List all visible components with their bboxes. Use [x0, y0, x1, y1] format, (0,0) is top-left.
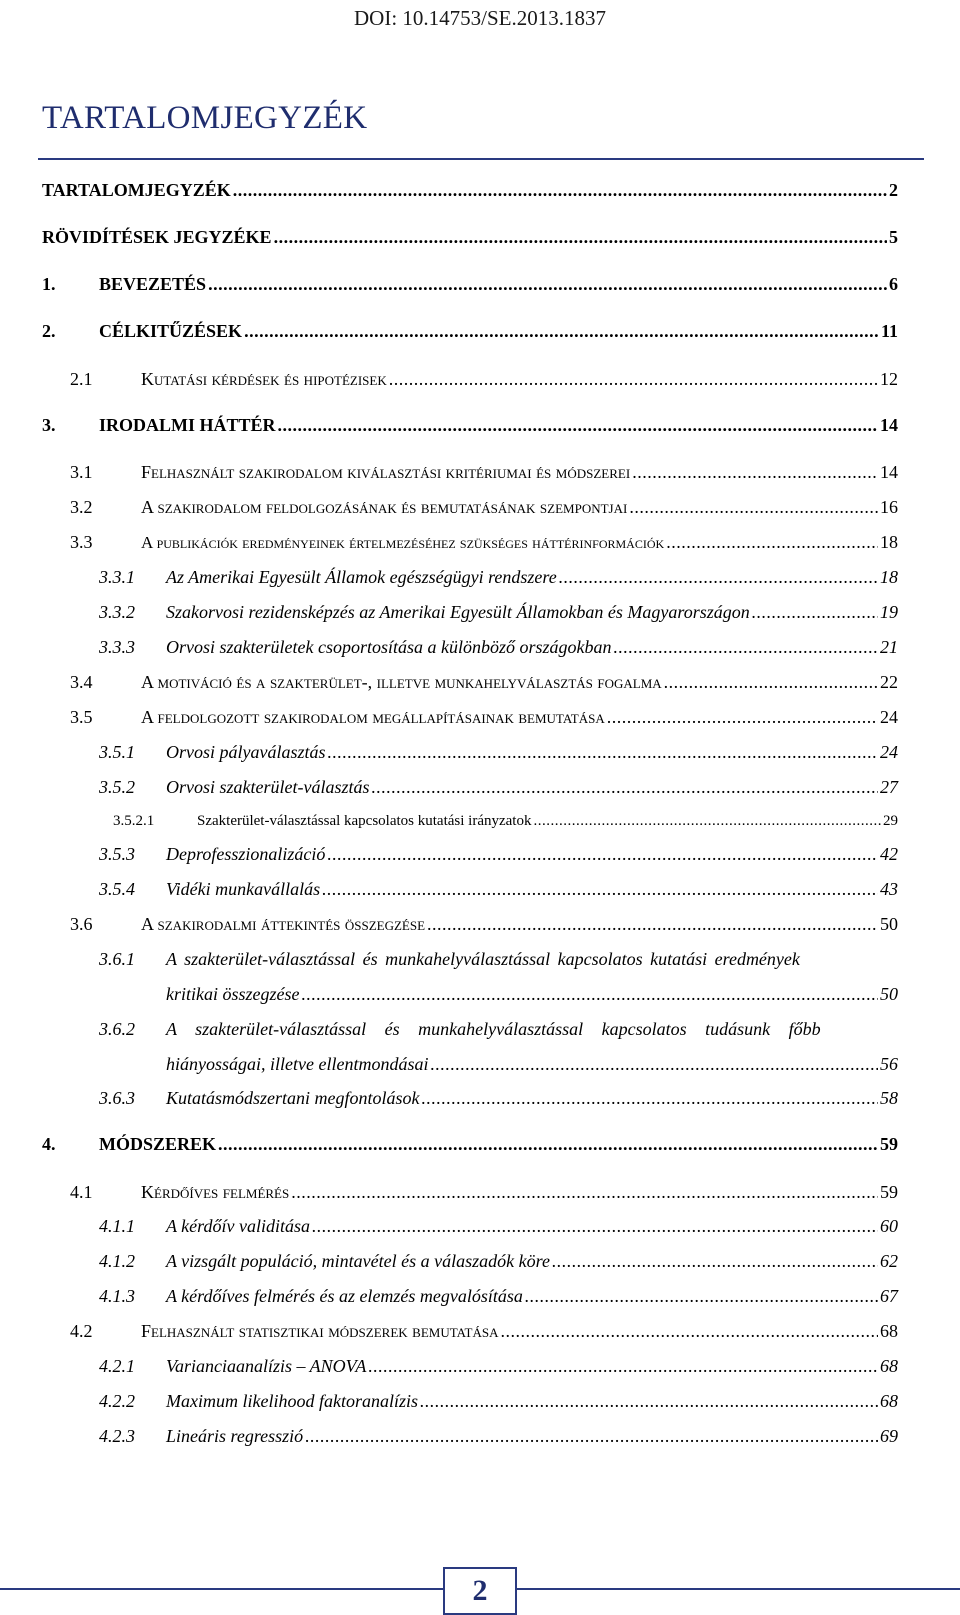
toc-entry[interactable]: 4.2.1 Varianciaanalízis – ANOVA ..... 68	[0, 1356, 960, 1382]
toc-entry[interactable]: 3.3.1 Az Amerikai Egyesült Államok egészségügyi rendszere ..... 18	[0, 567, 960, 593]
doi-header: DOI: 10.14753/SE.2013.1837	[354, 6, 606, 30]
toc-entry[interactable]: 3.5.4 Vidéki munkavállalás ..... 43	[0, 879, 960, 905]
page-title: TARTALOMJEGYZÉK	[42, 100, 368, 136]
toc-entry[interactable]: 4.1.3 A kérdőíves felmérés és az elemzés megvalósítása ..... 67	[0, 1286, 960, 1312]
toc-entry[interactable]: 3.3 A publikációk eredményeinek értelmezéséhez szükséges háttérinformációk ..... 18	[0, 532, 960, 558]
toc-entry[interactable]: 3. IRODALMI HÁTTÉR ..... 14	[0, 415, 960, 441]
toc-entry[interactable]: 3.6.2 A szakterület-választással és munkahelyválasztással kapcsolatos tudásunk főbb hiányosságai, illetve ellentmondásai ..... 56	[0, 1019, 960, 1081]
toc-entry[interactable]: TARTALOMJEGYZÉK ..... 2	[0, 180, 960, 206]
toc-entry[interactable]: 3.6.1 A szakterület-választással és munkahelyválasztással kapcsolatos kutatási eredmények kritikai összegzése ..... 50	[0, 949, 960, 1011]
toc-entry[interactable]: 1. BEVEZETÉS ..... 6	[0, 274, 960, 300]
toc-entry[interactable]: 4. MÓDSZEREK ..... 59	[0, 1134, 960, 1160]
toc-entry[interactable]: 3.6.3 Kutatásmódszertani megfontolások ..... 58	[0, 1088, 960, 1114]
footer-rule-right	[517, 1588, 960, 1590]
toc-entry[interactable]: 4.2.2 Maximum likelihood faktoranalízis ..... 68	[0, 1391, 960, 1417]
toc-entry[interactable]: 3.5.3 Deprofesszionalizáció ..... 42	[0, 844, 960, 870]
toc-entry[interactable]: 3.6 A szakirodalmi áttekintés összegzése ..... 50	[0, 914, 960, 940]
toc-entry[interactable]: 3.5.1 Orvosi pályaválasztás ..... 24	[0, 742, 960, 768]
toc-entry[interactable]: RÖVIDÍTÉSEK JEGYZÉKE ..... 5	[0, 227, 960, 253]
toc-entry[interactable]: 4.2 Felhasznált statisztikai módszerek bemutatása ..... 68	[0, 1321, 960, 1347]
title-underline	[38, 158, 924, 160]
footer-rule-left	[0, 1588, 443, 1590]
page-number: 2	[443, 1567, 517, 1615]
toc-entry[interactable]: 3.4 A motiváció és a szakterület-, illetve munkahelyválasztás fogalma ..... 22	[0, 672, 960, 698]
toc-entry[interactable]: 3.3.3 Orvosi szakterületek csoportosítása a különböző országokban ..... 21	[0, 637, 960, 663]
toc-entry[interactable]: 4.1.2 A vizsgált populáció, mintavétel és a válaszadók köre ..... 62	[0, 1251, 960, 1277]
toc-entry[interactable]: 3.3.2 Szakorvosi rezidensképzés az Amerikai Egyesült Államokban és Magyarországon ..... 19	[0, 602, 960, 628]
toc-entry[interactable]: 3.5 A feldolgozott szakirodalom megállapításainak bemutatása ..... 24	[0, 707, 960, 733]
toc-entry[interactable]: 2. CÉLKITŰZÉSEK ..... 11	[0, 321, 960, 347]
toc-entry[interactable]: 4.1 Kérdőíves felmérés ..... 59	[0, 1182, 960, 1208]
toc-entry[interactable]: 4.1.1 A kérdőív validitása ..... 60	[0, 1216, 960, 1242]
toc-entry[interactable]: 2.1 Kutatási kérdések és hipotézisek ..... 12	[0, 369, 960, 395]
toc-entry[interactable]: 3.5.2 Orvosi szakterület-választás ..... 27	[0, 777, 960, 803]
toc-entry[interactable]: 3.1 Felhasznált szakirodalom kiválasztási kritériumai és módszerei ..... 14	[0, 462, 960, 488]
toc-entry[interactable]: 4.2.3 Lineáris regresszió ..... 69	[0, 1426, 960, 1452]
toc-entry[interactable]: 3.5.2.1 Szakterület-választással kapcsolatos kutatási irányzatok ..... 29	[0, 811, 960, 837]
toc-entry[interactable]: 3.2 A szakirodalom feldolgozásának és bemutatásának szempontjai ..... 16	[0, 497, 960, 523]
